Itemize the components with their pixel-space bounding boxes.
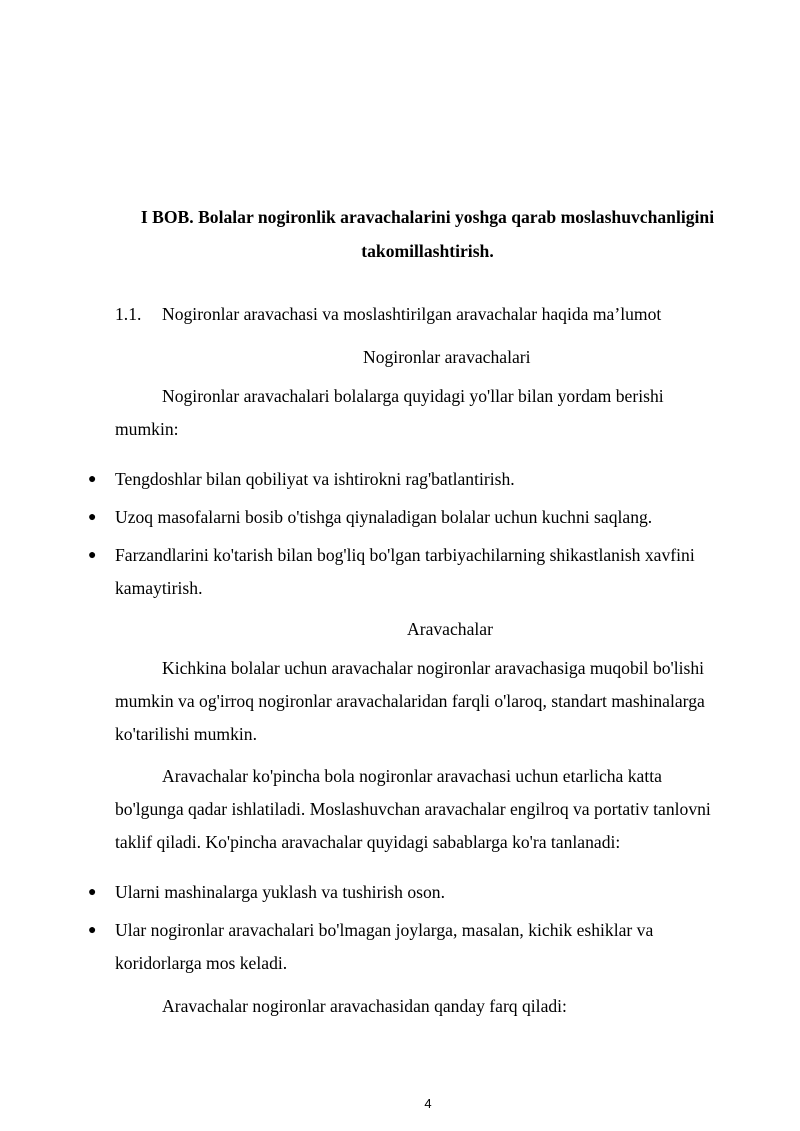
bullet-icon: ● <box>88 548 97 563</box>
list-item-text: Tengdoshlar bilan qobiliyat va ishtirokni rag'batlantirish. <box>115 469 515 489</box>
paragraph-wheelchairs-intro: Nogironlar aravachalari bolalarga quyidagi yo'llar bilan yordam berishi mumkin: <box>115 386 664 439</box>
list-item <box>88 876 745 909</box>
list-item <box>88 463 745 496</box>
section-heading <box>115 298 661 331</box>
list-item-text: Farzandlarini ko'tarish bilan bog'liq bo'lgan tarbiyachilarning shikastlanish xavfini kamaytirish. <box>115 545 695 598</box>
subheading-strollers: Aravachalar <box>407 619 493 639</box>
chapter-title: I BOB. Bolalar nogironlik aravachalarini yoshga qarab moslashuvchanligini takomillashtirish. <box>140 207 715 261</box>
section-number: 1.1. <box>115 304 142 324</box>
list-item <box>88 539 745 605</box>
paragraph-strollers-2: Aravachalar ko'pincha bola nogironlar aravachasi uchun etarlicha katta bo'lgunga qadar ishlatiladi. Moslashuvchan aravachalar engilroq va portativ tanlovni taklif qiladi. Ko'pincha aravachalar quyidagi sabablarga ko'ra tanlanadi: <box>115 766 711 852</box>
subheading-wheelchairs: Nogironlar aravachalari <box>363 347 531 367</box>
bullet-icon: ● <box>88 885 97 900</box>
list-item-text: Ularni mashinalarga yuklash va tushirish oson. <box>115 882 445 902</box>
paragraph-strollers-1: Kichkina bolalar uchun aravachalar nogironlar aravachasiga muqobil bo'lishi mumkin va og'irroq nogironlar aravachalaridan farqli o'laroq, standart mashinalarga ko'tarilishi mumkin. <box>115 658 705 744</box>
list-item <box>88 914 715 980</box>
list-item-text: Ular nogironlar aravachalari bo'lmagan joylarga, masalan, kichik eshiklar va koridorlarga mos keladi. <box>115 920 654 973</box>
bullet-icon: ● <box>88 923 97 938</box>
bullet-icon: ● <box>88 472 97 487</box>
paragraph-strollers-closing: Aravachalar nogironlar aravachasidan qanday farq qiladi: <box>162 996 567 1016</box>
bullet-icon: ● <box>88 510 97 525</box>
page-number: 4 <box>424 1096 432 1111</box>
list-item <box>88 501 745 534</box>
list-item-text: Uzoq masofalarni bosib o'tishga qiynaladigan bolalar uchun kuchni saqlang. <box>115 507 653 527</box>
section-title: Nogironlar aravachasi va moslashtirilgan aravachalar haqida ma’lumot <box>162 304 662 324</box>
